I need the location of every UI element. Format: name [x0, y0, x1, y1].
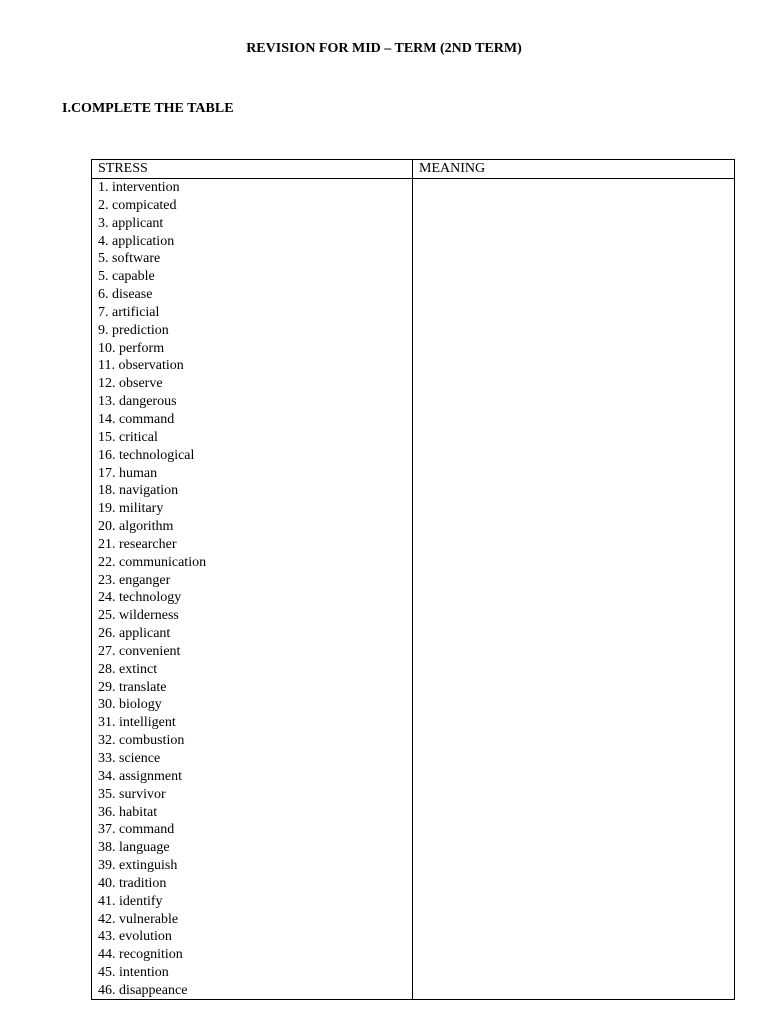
table-row: 21. researcher: [98, 536, 177, 552]
table-row: 24. technology: [98, 590, 182, 606]
table-row: 41. identify: [98, 893, 163, 909]
section-heading: I.COMPLETE THE TABLE: [62, 101, 234, 116]
table-row: 37. command: [98, 822, 175, 838]
table-row: 1. intervention: [98, 180, 180, 195]
table-row: 31. intelligent: [98, 715, 176, 731]
table-row: 13. dangerous: [98, 394, 177, 410]
table-row: 19. military: [98, 501, 164, 517]
table-row: 34. assignment: [98, 768, 182, 784]
table-row: 38. language: [98, 840, 170, 856]
table-row: 28. extinct: [98, 661, 158, 677]
stress-column-header: STRESS: [92, 160, 413, 178]
vocabulary-table: [91, 159, 735, 1000]
table-row: 20. algorithm: [98, 519, 174, 535]
table-row: 25. wilderness: [98, 608, 179, 624]
table-row: 5. capable: [98, 269, 155, 285]
table-row: 40. tradition: [98, 875, 167, 891]
table-row: 42. vulnerable: [98, 911, 179, 927]
table-row: 9. prediction: [98, 322, 169, 338]
table-row: 27. convenient: [98, 643, 181, 659]
table-row: 44. recognition: [98, 947, 183, 963]
table-row: 23. enganger: [98, 572, 171, 588]
word-list: [92, 179, 412, 1000]
meaning-column: [413, 179, 734, 999]
table-row: 14. command: [98, 411, 175, 427]
table-row: 3. applicant: [98, 215, 164, 231]
table-header-row: [92, 160, 734, 179]
table-row: 10. perform: [98, 340, 165, 356]
table-row: 39. extinguish: [98, 858, 178, 874]
table-row: 32. combustion: [98, 733, 185, 749]
table-body: [92, 179, 734, 999]
table-row: 5. software: [98, 251, 161, 267]
table-row: 11. observation: [98, 358, 184, 374]
table-row: 17. human: [98, 465, 158, 481]
table-row: 15. critical: [98, 429, 158, 445]
table-row: 6. disease: [98, 287, 153, 303]
stress-column: [92, 179, 413, 999]
table-row: 30. biology: [98, 697, 162, 713]
meaning-column-header: MEANING: [419, 161, 486, 176]
table-row: 43. evolution: [98, 929, 172, 945]
table-row: 29. translate: [98, 679, 167, 695]
table-row: 22. communication: [98, 554, 207, 570]
table-row: 12. observe: [98, 376, 163, 392]
table-row: 45. intention: [98, 965, 169, 981]
table-row: 7. artificial: [98, 304, 160, 320]
page-title: REVISION FOR MID – TERM (2ND TERM): [246, 41, 522, 56]
table-row: 16. technological: [98, 447, 195, 463]
table-row: 2. compicated: [98, 197, 177, 213]
table-row: 35. survivor: [98, 786, 166, 802]
table-row: 18. navigation: [98, 483, 179, 499]
table-row: 46. disappeance: [98, 982, 188, 998]
table-row: 36. habitat: [98, 804, 158, 820]
table-row: 26. applicant: [98, 626, 171, 642]
table-row: 4. application: [98, 233, 175, 249]
table-row: 33. science: [98, 751, 161, 766]
